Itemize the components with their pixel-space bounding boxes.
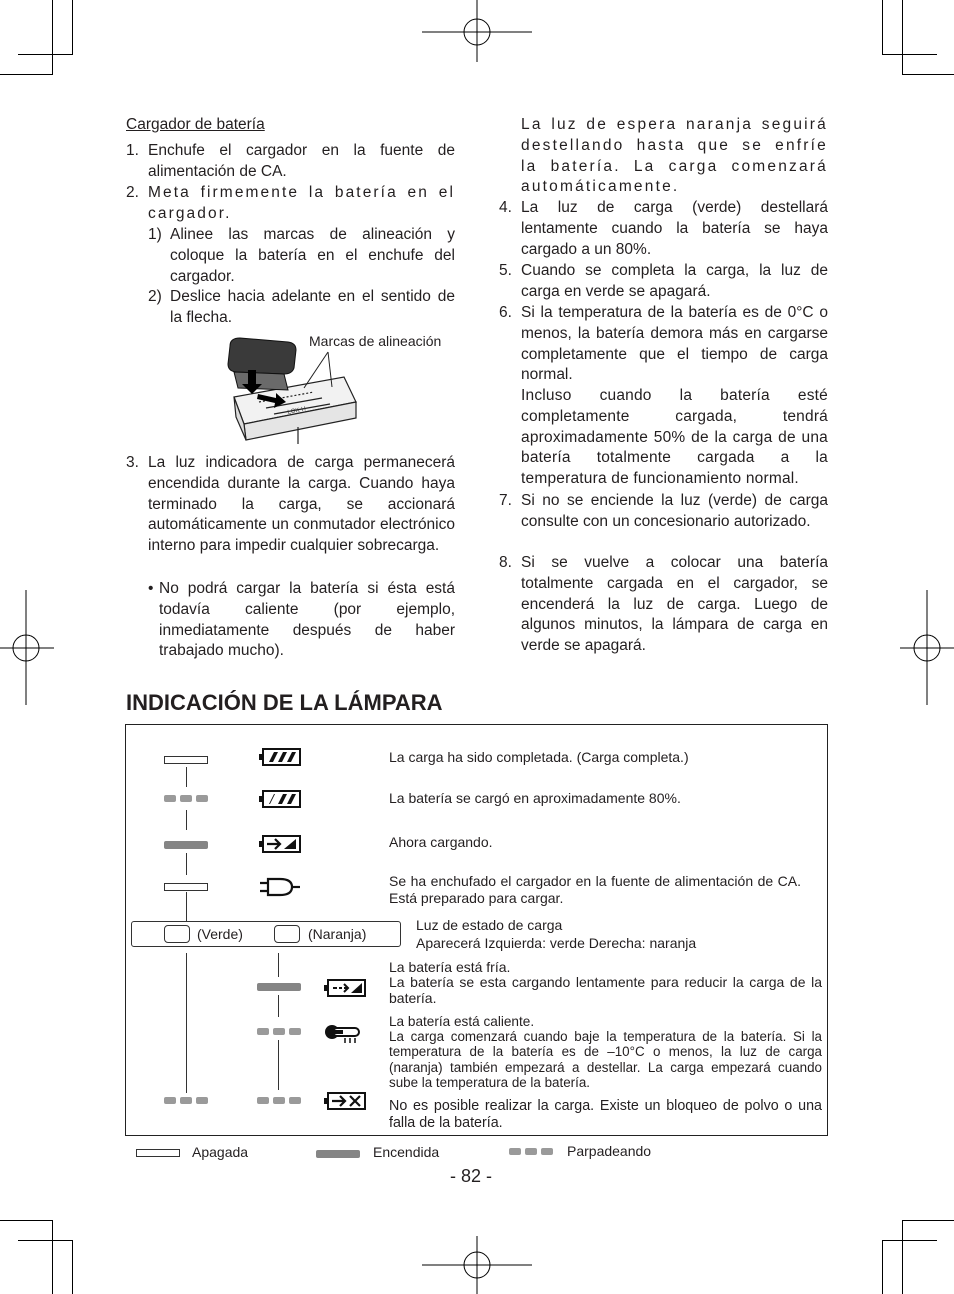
item2-sub2-number: 2) [148, 288, 162, 305]
battery-error-icon [323, 1090, 367, 1117]
row-plugged-text: Se ha enchufado el cargador en la fuente de alimentación de CA. Está preparado para cargar. [389, 873, 801, 906]
item5-text: Cuando se completa la carga, la luz de carga en verde se apagará. [521, 262, 828, 300]
item5-number: 5. [499, 262, 512, 279]
item7-number: 7. [499, 492, 512, 509]
item2-sub1-text: Alinee las marcas de alineación y coloque la batería en el enchufe del cargador. [170, 226, 455, 285]
charger-heading: Cargador de batería [126, 116, 265, 133]
led-blinking-indicator [257, 1097, 301, 1105]
green-connector-line [186, 953, 187, 1093]
connector-line [186, 892, 187, 922]
battery-charging-icon [258, 834, 302, 859]
orange-light-continuation: La luz de espera naranja seguirá destellando hasta que se enfríe la batería. La carga comenzará automáticamente. [521, 116, 828, 196]
legend-on-label: Encendida [373, 1144, 440, 1160]
connector-line [186, 767, 187, 787]
item6-number: 6. [499, 304, 512, 321]
green-lamp-symbol [164, 925, 190, 943]
connector-line [186, 853, 187, 875]
item2-sub1-number: 1) [148, 226, 162, 243]
item4-text: La luz de carga (verde) destellará lentamente cuando la batería se haya cargado a un 80%. [521, 199, 828, 258]
led-blinking-indicator [164, 1097, 208, 1105]
orange-label: (Naranja) [308, 926, 367, 942]
led-blinking-indicator [164, 795, 208, 803]
led-off-indicator [164, 883, 208, 891]
status-light-title: Luz de estado de carga [416, 917, 563, 933]
battery-full-icon [258, 747, 302, 772]
led-blinking-indicator [257, 1028, 301, 1036]
item3-text: La luz indicadora de carga permanecerá encendida durante la carga. Cuando haya terminado la carga, se accionará automáticamente un conmutador electrónico interno para impedir cualquier sobrecarga. [148, 454, 455, 555]
hot-battery-title: La batería está caliente. [389, 1014, 535, 1029]
item4-number: 4. [499, 199, 512, 216]
plug-icon [258, 876, 302, 903]
led-off-indicator [164, 756, 208, 764]
alignment-marks-label: Marcas de alineación [309, 333, 442, 349]
legend-blink-symbol [509, 1148, 553, 1156]
item2-number: 2. [126, 184, 139, 201]
status-light-description: Aparecerá Izquierda: verde Derecha: naranja [416, 935, 697, 951]
orange-connector-line [278, 1040, 279, 1090]
battery-slow-charge-icon [323, 977, 367, 1004]
page-number: - 82 - [450, 1166, 493, 1186]
item7-text: Si no se enciende la luz (verde) de carga consulte con un concesionario autorizado. [521, 492, 828, 530]
thermometer-icon [323, 1019, 367, 1050]
item1-text: Enchufe el cargador en la fuente de alimentación de CA. [148, 142, 455, 180]
item8-text: Si se vuelve a colocar una batería totalmente cargada en el cargador, se encenderá la luz de carga. Luego de algunos minutos, la lámpara de carga en verde se apagará. [521, 554, 828, 655]
bullet-mark: • [148, 580, 154, 597]
legend-blink-label: Parpadeando [567, 1143, 652, 1159]
item6-text: Si la temperatura de la batería es de 0°C o menos, la batería demora más en cargarse completamente que el tiempo de carga normal. [521, 304, 828, 384]
orange-connector-line [278, 995, 279, 1017]
row-80-percent-text: La batería se cargó en aproximadamente 80%. [389, 790, 681, 806]
cold-battery-title: La batería está fría. [389, 959, 511, 975]
legend-on-symbol [316, 1150, 360, 1158]
legend-off-symbol [136, 1149, 180, 1157]
item2-text: Meta firmemente la batería en el cargador. [148, 184, 455, 222]
svg-text:LOK·H: LOK·H [287, 406, 307, 416]
legend-off-label: Apagada [192, 1144, 249, 1160]
item1-number: 1. [126, 142, 139, 159]
bullet-text: No podrá cargar la batería si ésta está todavía caliente (por ejemplo, inmediatamente después de haber trabajado mucho). [159, 580, 455, 660]
green-label: (Verde) [197, 926, 243, 942]
section-title: INDICACIÓN DE LA LÁMPARA [126, 690, 443, 715]
charger-illustration [224, 332, 464, 452]
item6-extra-text: Incluso cuando la batería esté completamente cargada, tendrá aproximadamente 50% de la carga de una batería totalmente cargada a la temperatura de funcionamiento normal. [521, 387, 828, 488]
connector-line [186, 810, 187, 830]
error-description: No es posible realizar la carga. Existe un bloqueo de polvo o una falla de la batería. [389, 1098, 822, 1131]
battery-80-icon [258, 789, 302, 814]
led-on-indicator [257, 983, 301, 991]
item8-number: 8. [499, 554, 512, 571]
orange-lamp-symbol [274, 925, 300, 943]
item2-sub2-text: Deslice hacia adelante en el sentido de la flecha. [170, 288, 455, 326]
row-charging-text: Ahora cargando. [389, 834, 493, 850]
led-on-indicator [164, 841, 208, 849]
orange-connector-line [278, 953, 279, 977]
row-full-charge-text: La carga ha sido completada. (Carga completa.) [389, 749, 689, 765]
item3-number: 3. [126, 454, 139, 471]
hot-battery-description: La carga comenzará cuando baje la temperatura de la batería. Si la temperatura de la batería es de –10°C o menos, la luz de carga (naranja) también empezará a destellar. La carga empezará cuando sube la temperatura de la batería. [389, 1029, 822, 1090]
cold-battery-description: La batería se esta cargando lentamente para reducir la carga de la batería. [389, 974, 822, 1006]
